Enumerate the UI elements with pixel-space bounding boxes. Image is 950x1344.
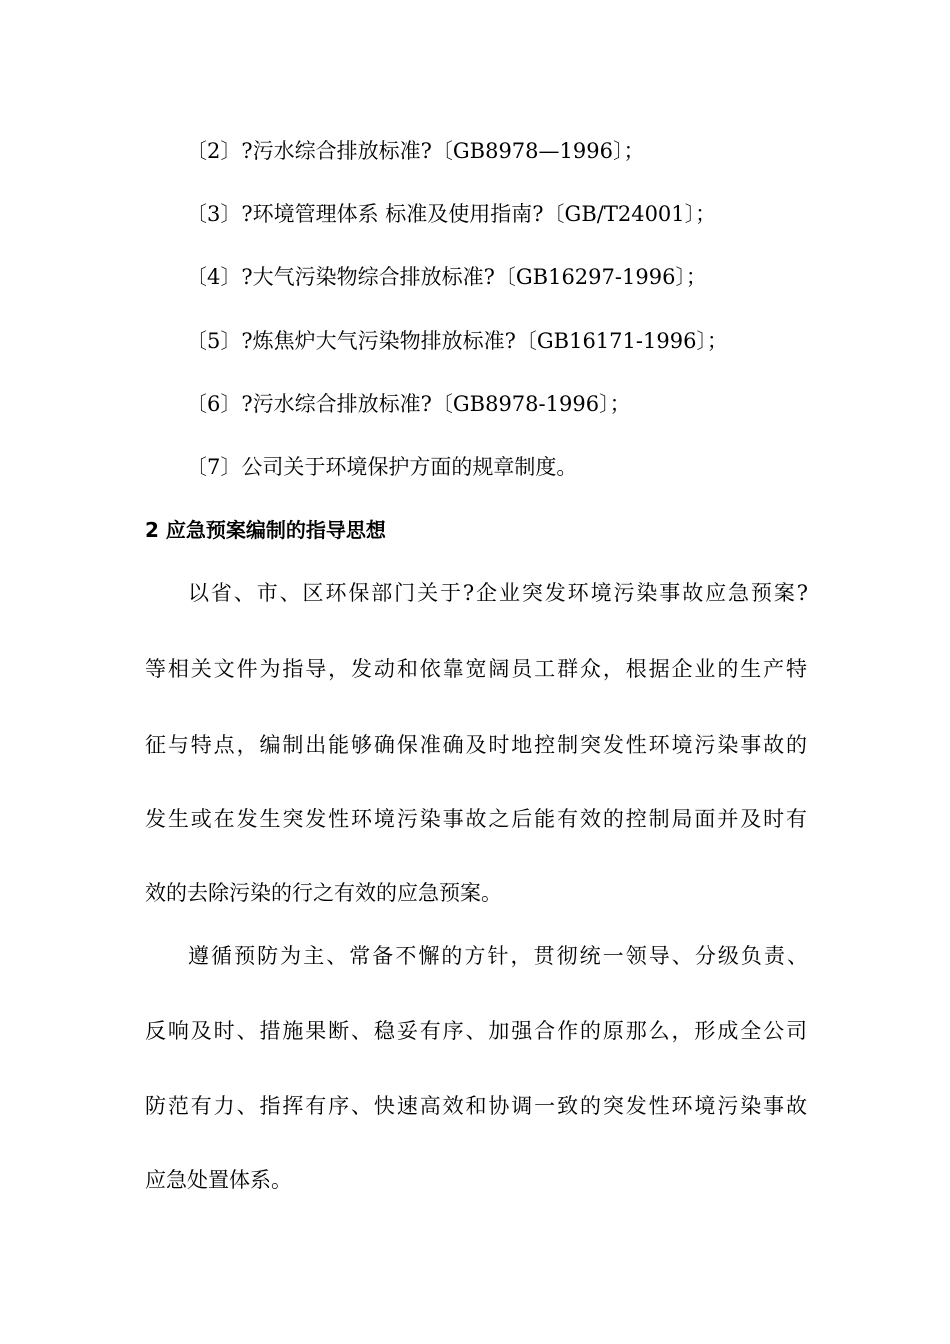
paragraph-2-line-3: 防范有力、指挥有序、快速高效和协调一致的突发性环境污染事故 bbox=[145, 1094, 807, 1118]
paragraph-2-line-2: 反响及时、措施果断、稳妥有序、加强合作的原那么，形成全公司 bbox=[145, 1019, 807, 1043]
paragraph-1-line-3: 征与特点，编制出能够确保准确及时地控制突发性环境污染事故的 bbox=[145, 733, 807, 757]
reference-item-3: 〔3〕?环境管理体系 标准及使用指南?〔GB/T24001〕； bbox=[186, 202, 717, 226]
paragraph-1-line-5: 效的去除污染的行之有效的应急预案。 bbox=[145, 881, 502, 905]
reference-item-6: 〔6〕?污水综合排放标准?〔GB8978-1996〕； bbox=[186, 392, 631, 416]
reference-item-4: 〔4〕?大气污染物综合排放标准?〔GB16297-1996〕； bbox=[186, 265, 707, 289]
section-heading: 2 应急预案编制的指导思想 bbox=[145, 518, 386, 542]
paragraph-1-line-1: 以省、市、区环保部门关于?企业突发环境污染事故应急预案? bbox=[188, 581, 808, 605]
paragraph-1-line-2: 等相关文件为指导，发动和依靠宽阔员工群众，根据企业的生产特 bbox=[145, 657, 807, 681]
paragraph-2-line-4: 应急处置体系。 bbox=[145, 1168, 292, 1192]
paragraph-1-line-4: 发生或在发生突发性环境污染事故之后能有效的控制局面并及时有 bbox=[145, 807, 807, 831]
reference-item-7: 〔7〕公司关于环境保护方面的规章制度。 bbox=[186, 455, 578, 479]
reference-item-2: 〔2〕?污水综合排放标准?〔GB8978—1996〕； bbox=[186, 139, 645, 163]
paragraph-2-line-1: 遵循预防为主、常备不懈的方针，贯彻统一领导、分级负责、 bbox=[188, 944, 808, 968]
reference-item-5: 〔5〕?炼焦炉大气污染物排放标准?〔GB16171-1996〕； bbox=[186, 329, 728, 353]
